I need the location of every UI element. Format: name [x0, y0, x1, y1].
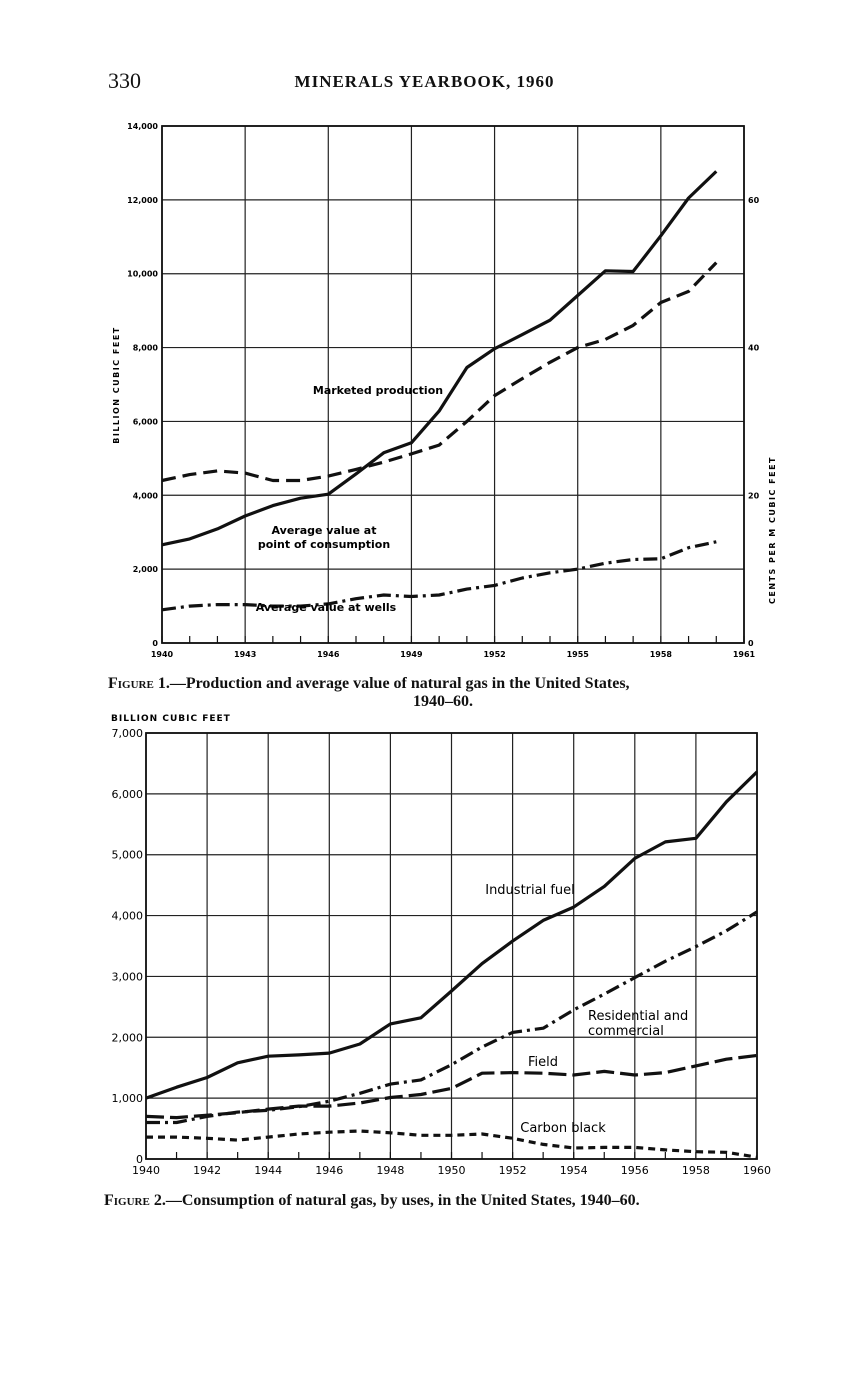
- figure2-caption-label: Figure 2.: [104, 1192, 166, 1209]
- figure1-caption-line2: 1940–60.: [413, 693, 473, 710]
- x-tick-label: 1946: [315, 1164, 344, 1177]
- page-number: 330: [108, 68, 141, 93]
- y-tick-label: 0: [136, 1153, 143, 1166]
- x-tick-label: 1949: [400, 650, 423, 659]
- figure2-chart: [0, 700, 849, 1190]
- y-tick-label: 1,000: [111, 1092, 143, 1106]
- x-tick-label: 1942: [193, 1164, 222, 1177]
- series-label-marketed-production: Marketed production: [312, 384, 444, 397]
- figure1-caption-label: Figure 1.: [108, 675, 170, 692]
- y-tick-label: 7,000: [111, 727, 143, 740]
- right-y-axis-label: CENTS PER M CUBIC FEET: [768, 455, 777, 605]
- left-y-tick-label: 8,000: [132, 343, 158, 353]
- series-label-residential-and-commercial: Residential and commercial: [588, 1009, 689, 1039]
- right-y-tick-label: 20: [748, 491, 760, 501]
- left-y-tick-label: 10,000: [127, 269, 158, 279]
- x-tick-label: 1950: [437, 1164, 466, 1177]
- x-tick-label: 1956: [620, 1164, 649, 1177]
- left-y-axis-label: BILLION CUBIC FEET: [112, 326, 121, 444]
- y-tick-label: 4,000: [111, 909, 143, 923]
- left-y-tick-label: 12,000: [127, 195, 158, 205]
- y-tick-label: 5,000: [111, 848, 143, 862]
- running-head: MINERALS YEARBOOK, 1960: [294, 72, 555, 91]
- right-y-tick-label: 0: [748, 639, 754, 648]
- y-tick-label: 2,000: [111, 1031, 143, 1045]
- plot-frame: [162, 126, 744, 643]
- y-tick-label: 3,000: [111, 970, 143, 984]
- x-tick-label: 1943: [234, 650, 257, 659]
- x-tick-label: 1958: [649, 650, 672, 659]
- left-y-tick-label: 6,000: [132, 417, 158, 427]
- x-tick-label: 1958: [681, 1164, 710, 1177]
- series-label-industrial-fuel: Industrial fuel: [485, 883, 575, 898]
- x-tick-label: 1961: [732, 650, 756, 659]
- left-y-tick-label: 0: [152, 639, 158, 648]
- x-tick-label: 1948: [376, 1164, 405, 1177]
- x-tick-label: 1940: [132, 1164, 160, 1177]
- right-y-tick-label: 40: [748, 343, 760, 353]
- left-y-tick-label: 14,000: [127, 122, 158, 131]
- x-tick-label: 1946: [317, 650, 340, 659]
- y-axis-label: BILLION CUBIC FEET: [111, 714, 231, 724]
- x-tick-label: 1952: [483, 650, 506, 659]
- right-y-tick-label: 60: [748, 195, 760, 205]
- x-tick-label: 1955: [566, 650, 589, 659]
- x-tick-label: 1952: [498, 1164, 527, 1177]
- series-label-average-value-at-wells: Average value at wells: [255, 601, 397, 614]
- x-tick-label: 1944: [254, 1164, 283, 1177]
- figure2-caption-text: —Consumption of natural gas, by uses, in the United States, 1940–60.: [165, 1192, 640, 1209]
- x-tick-label: 1960: [743, 1164, 771, 1177]
- series-label-field: Field: [527, 1055, 559, 1070]
- series-label-carbon-black: Carbon black: [520, 1121, 606, 1136]
- figure1-chart: [0, 0, 849, 680]
- x-tick-label: 1954: [559, 1164, 588, 1177]
- series-label-average-value-at-point-of-consumption: Average value at point of consumption: [257, 524, 391, 551]
- x-tick-label: 1940: [150, 650, 174, 659]
- figure2-caption: [104, 1192, 784, 1210]
- figure1-caption-line1: —Production and average value of natural gas in the United States,: [169, 675, 630, 692]
- left-y-tick-label: 2,000: [132, 565, 158, 575]
- left-y-tick-label: 4,000: [132, 491, 158, 501]
- y-tick-label: 6,000: [111, 787, 143, 801]
